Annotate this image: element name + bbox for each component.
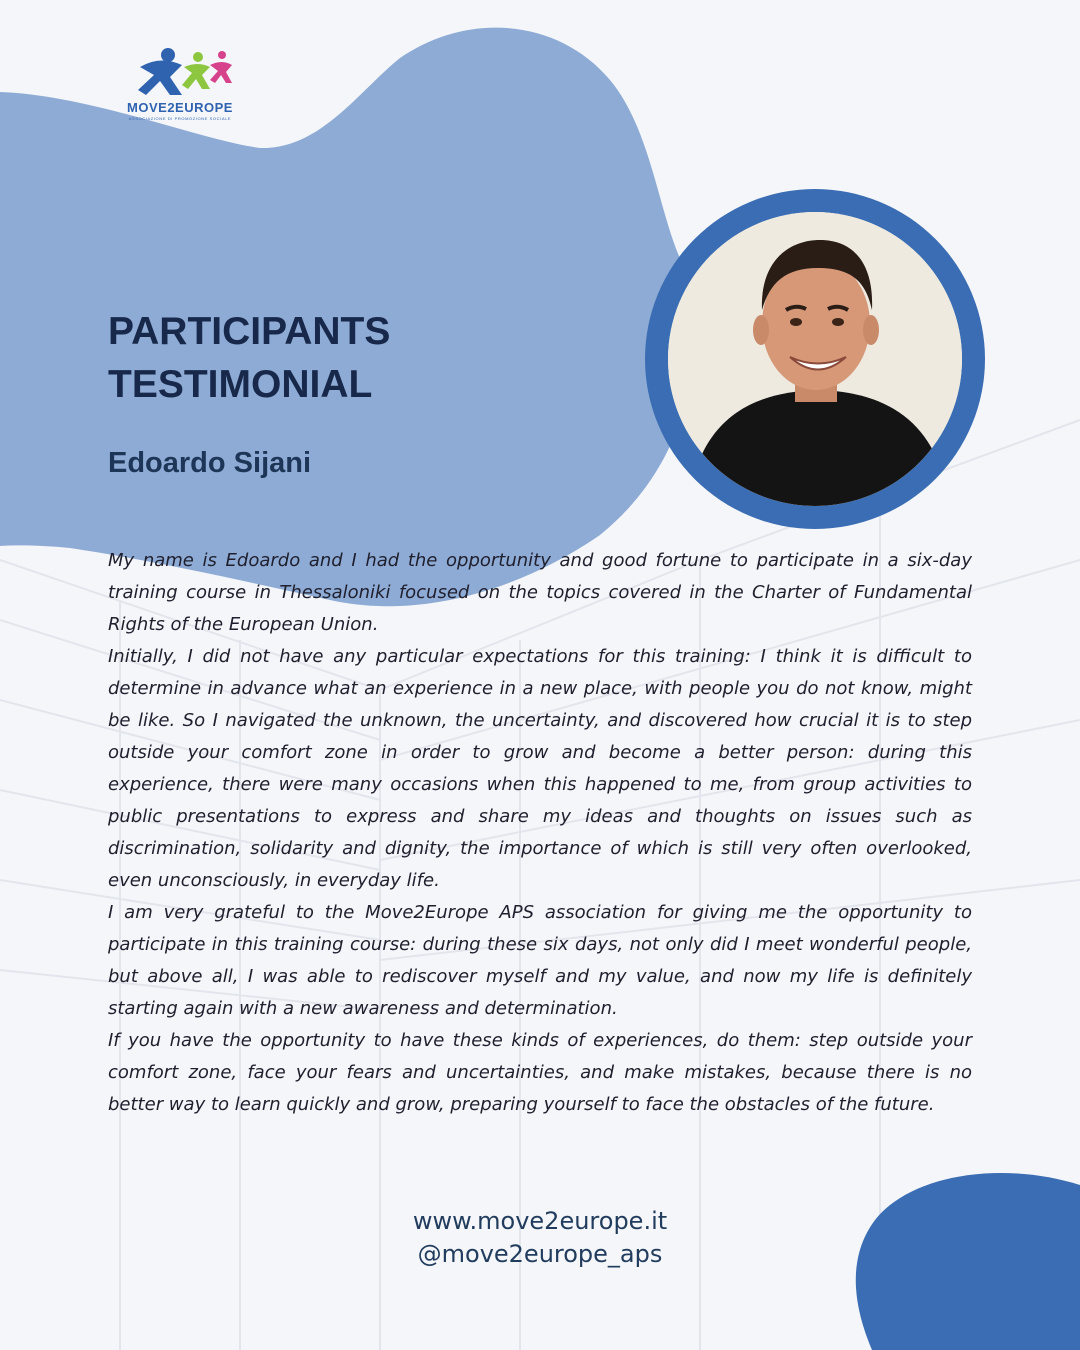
testimonial-paragraph: I am very grateful to the Move2Europe APS association for giving me the opportunity to participate in this training course: during these six days, not only did I meet wonderful people, but above all, I was able to rediscover myself and my value, and now my life is definitely starting again with a new awareness and determination. — [108, 902, 972, 1019]
title-line-2: TESTIMONIAL — [108, 363, 373, 406]
testimonial-text — [108, 545, 972, 1121]
participant-name: Edoardo Sijani — [108, 447, 312, 479]
logo-figures-icon — [110, 45, 250, 100]
website-link[interactable]: www.move2europe.it — [412, 1207, 668, 1235]
footer — [340, 1205, 740, 1271]
logo-text: MOVE2EUROPE — [127, 100, 233, 115]
logo-subtext: ASSOCIAZIONE DI PROMOZIONE SOCIALE — [128, 116, 232, 121]
bottom-right-blob — [856, 1173, 1080, 1350]
logo — [110, 45, 250, 125]
portrait-illustration — [668, 212, 962, 506]
social-handle-link[interactable]: @move2europe_aps — [417, 1240, 663, 1268]
page-title — [108, 305, 390, 411]
testimonial-paragraph: Initially, I did not have any particular expectations for this training: I think it is difficult to determine in advance what an experience in a new place, with people you do not know, might be like. So I navigated the unknown, the uncertainty, and discovered how crucial it is to step outside your comfort zone in order to grow and become a better person: during this experience, there were many occasions when this happened to me, from group activities to public presentations to express and share my ideas and thoughts on issues such as discrimination, solidarity and dignity, the importance of which is still very often overlooked, even unconsciously, in everyday life. — [108, 646, 972, 891]
testimonial-paragraph: If you have the opportunity to have these kinds of experiences, do them: step outside your comfort zone, face your fears and uncertainties, and make mistakes, because there is no better way to learn quickly and grow, preparing yourself to face the obstacles of the future. — [108, 1030, 972, 1115]
testimonial-paragraph: My name is Edoardo and I had the opportunity and good fortune to participate in a six-day training course in Thessaloniki focused on the topics covered in the Charter of Fundamental Rights of the European Union. — [108, 550, 972, 635]
participant-photo — [668, 212, 962, 506]
title-line-1: PARTICIPANTS — [108, 310, 391, 353]
